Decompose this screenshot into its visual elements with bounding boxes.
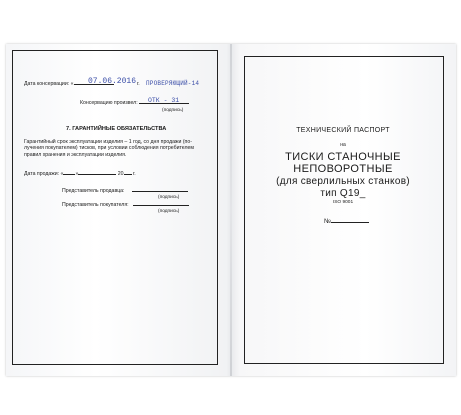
title-line-3: (для сверлильных станков)	[276, 176, 410, 187]
conservation-date-label: Дата консервации:	[24, 81, 70, 87]
section-title: 7. ГАРАНТИЙНЫЕ ОБЯЗАТЕЛЬСТВА	[66, 126, 167, 132]
conservation-by-label: Консервацию произвел:	[80, 100, 138, 106]
right-page-frame	[244, 56, 444, 364]
buyer-rep-label: Представитель покупателя:	[62, 202, 129, 208]
seller-rep-row	[62, 189, 188, 194]
inspector-stamp: ПРОВЕРЯЮЩИЙ-14	[146, 80, 200, 87]
serial-number-line	[331, 222, 369, 223]
passport-on: на	[340, 142, 346, 148]
conservation-date-suffix: г.	[137, 81, 140, 87]
signature-caption-1: (подпись)	[162, 108, 184, 113]
sale-date-suffix: г.	[133, 171, 136, 177]
iso-standard: ISO 9001	[332, 200, 354, 205]
serial-number-row	[324, 219, 369, 226]
conservation-date-open: «	[70, 81, 74, 87]
title-line-2: НЕПОВОРОТНЫЕ	[293, 163, 393, 175]
page-fold	[230, 44, 232, 376]
sale-date-row	[24, 172, 136, 177]
buyer-rep-row	[62, 203, 189, 208]
passport-header: ТЕХНИЧЕСКИЙ ПАСПОРТ	[296, 127, 390, 134]
sale-date-label: Дата продажи: «	[24, 171, 64, 177]
serial-number-label: №	[324, 218, 331, 225]
conservation-by-stamp: ОТК - 31	[148, 97, 180, 104]
sale-year-line	[124, 174, 132, 175]
sale-date-year: 20	[117, 171, 124, 177]
sale-day-line	[63, 174, 75, 175]
sale-date-mid: »	[75, 171, 79, 177]
conservation-date-stamp: 07.06.2016	[88, 77, 137, 86]
title-line-4: тип Q19_	[320, 188, 366, 199]
warranty-paragraph: Гарантийный срок эксплуатации изделия – 1 год, со дня продажи (по-лучения покупателем) тисков, при условии соблюдения потребителем правил хранения и эксплуатации изделия.	[24, 139, 194, 158]
seller-rep-label: Представитель продавца:	[62, 188, 125, 194]
signature-caption-2: (подпись)	[158, 195, 180, 200]
seller-signature-line	[132, 191, 188, 192]
buyer-signature-line	[133, 205, 189, 206]
signature-caption-3: (подпись)	[158, 209, 180, 214]
sale-month-line	[78, 174, 116, 175]
title-line-1: ТИСКИ СТАНОЧНЫЕ	[285, 151, 401, 163]
